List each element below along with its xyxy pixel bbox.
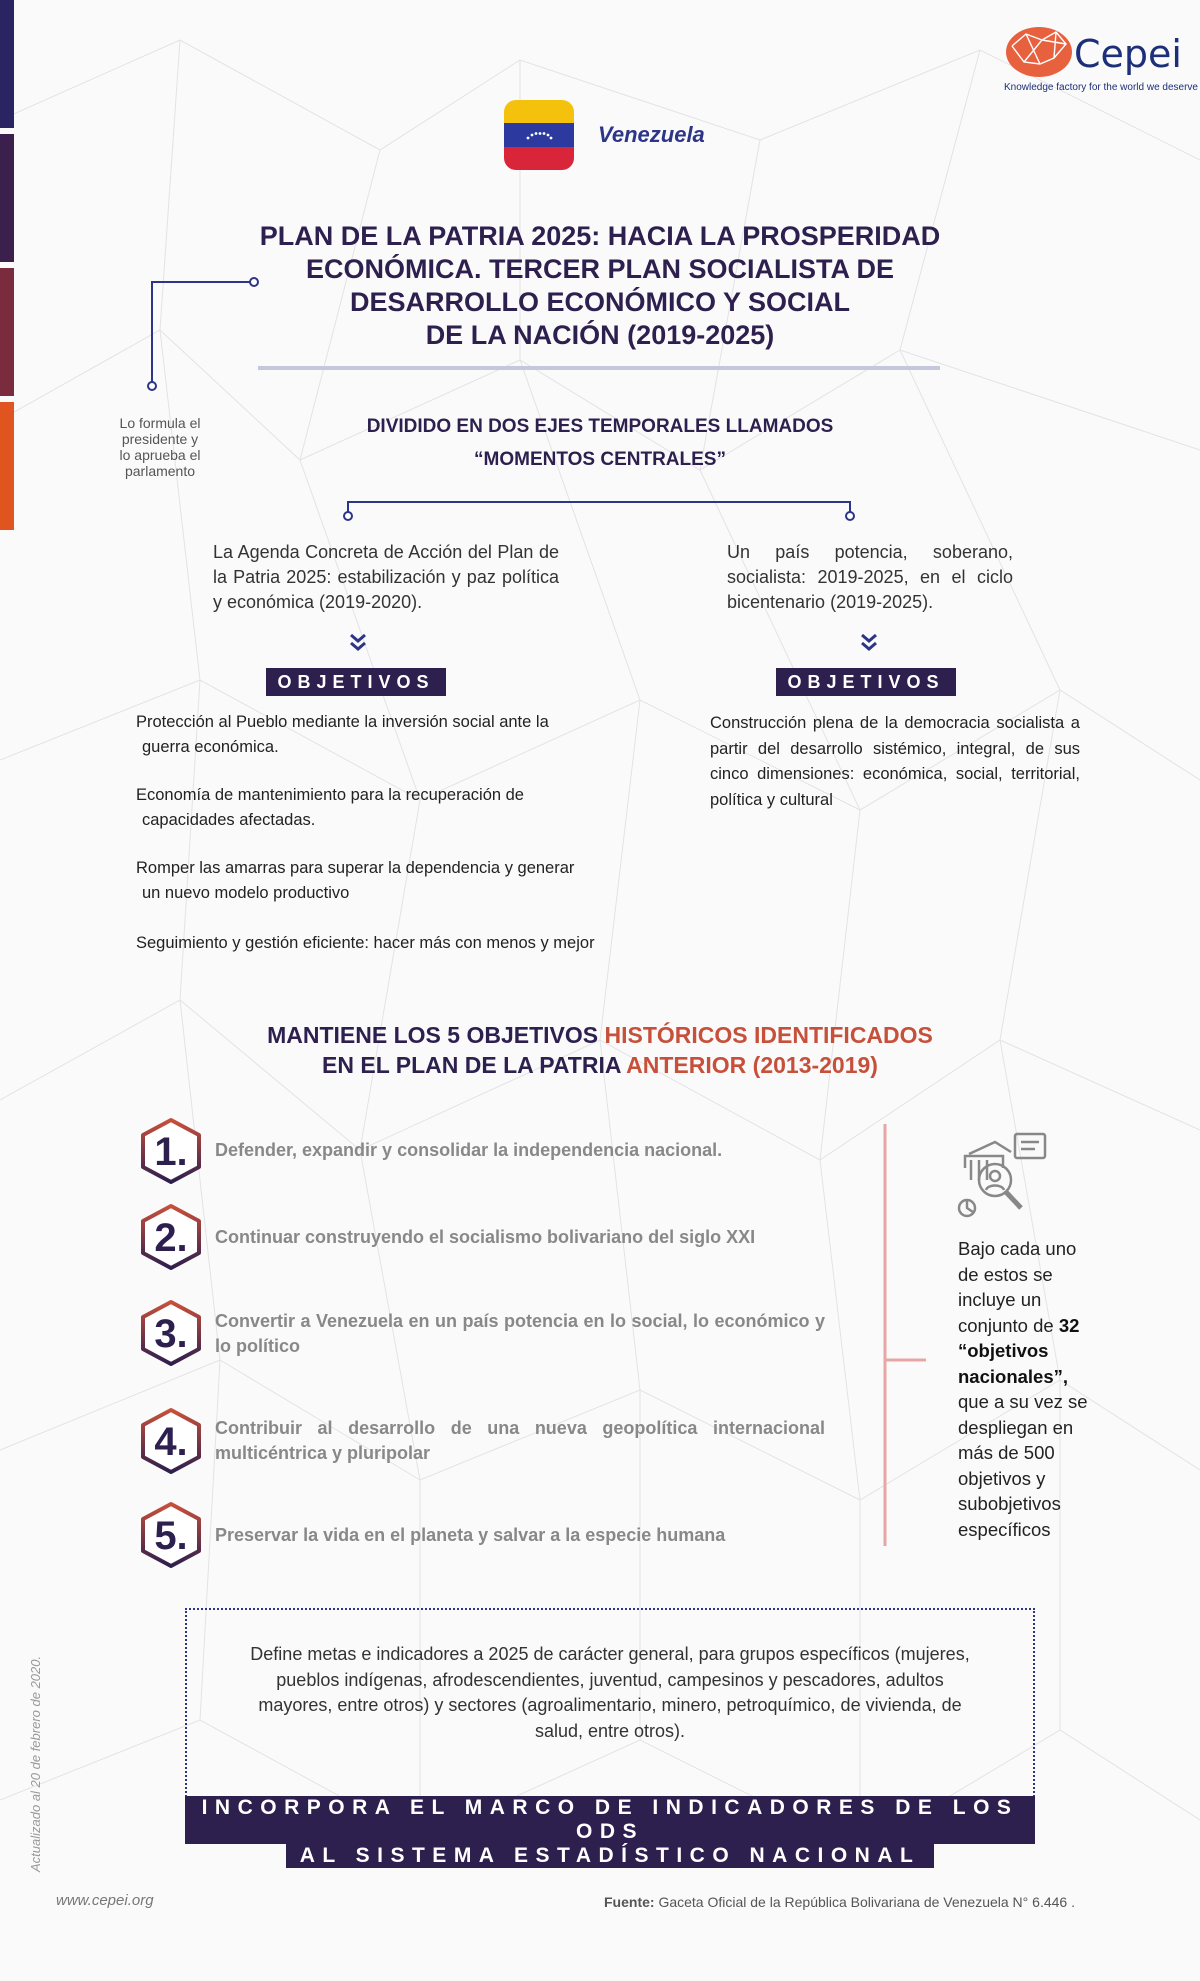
list-item: Romper las amarras para superar la dependencia y generar un nuevo modelo productivo <box>136 859 575 902</box>
objectives-badge-right: OBJETIVOS <box>776 668 956 696</box>
side-note: Lo formula el presidente y lo aprueba el parlamento <box>119 415 201 479</box>
brain-icon <box>1004 24 1074 80</box>
objectives-badge-left: OBJETIVOS <box>266 668 446 696</box>
page-title: PLAN DE LA PATRIA 2025: HACIA LA PROSPERIDAD ECONÓMICA. TERCER PLAN SOCIALISTA DE DESARROLLO ECONÓMICO Y SOCIAL DE LA NACIÓN (2019-2025) <box>259 221 941 350</box>
historic-item <box>138 1500 838 1572</box>
footer-website-link[interactable]: www.cepei.org <box>56 1892 154 1909</box>
targets-indicators-text: Define metas e indicadores a 2025 de carácter general, para grupos específicos (mujeres, pueblos indígenas, afrodescendientes, juventud, campesinos y pescadores, adultos mayores, entre otros) y sectores (agroalimentario, minero, petroquímico, de vivienda, de salud, entre otros). <box>250 1644 970 1741</box>
updated-date-note: Actualizado al 20 de febrero de 2020. <box>28 1655 43 1872</box>
historic-text: Preservar la vida en el planeta y salvar a la especie humana <box>215 1525 726 1545</box>
country-name: Venezuela <box>598 122 705 147</box>
cepei-logo[interactable] <box>1004 22 1198 98</box>
ods-banner: INCORPORA EL MARCO DE INDICADORES DE LOS ODS AL SISTEMA ESTADÍSTICO NACIONAL <box>185 1794 1035 1868</box>
chevron-down-icon <box>349 633 367 653</box>
historic-item <box>138 1406 838 1478</box>
color-bar-3 <box>0 268 14 396</box>
color-bar-4 <box>0 402 14 530</box>
historic-number: 2. <box>154 1216 188 1260</box>
right-moment-text: Un país potencia, soberano, socialista: 2019-2025, en el ciclo bicentenario (2019-2025). <box>727 542 1013 612</box>
list-item: Economía de mantenimiento para la recuperación de capacidades afectadas. <box>136 786 524 829</box>
side-note-connector <box>140 270 270 400</box>
divided-heading: DIVIDIDO EN DOS EJES TEMPORALES LLAMADOS “MOMENTOS CENTRALES” <box>366 416 834 470</box>
footer-source: Fuente: Gaceta Oficial de la República Bolivariana de Venezuela N° 6.446 . <box>604 1894 1075 1910</box>
analytics-search-icon <box>955 1130 1051 1226</box>
national-objectives-note: Bajo cada uno de estos se incluye un conjunto de 32 “objetivos nacionales”, que a su vez se despliegan en más de 500 objetivos y subobjetivos específicos <box>958 1238 1088 1540</box>
historic-text: Contribuir al desarrollo de una nueva geopolítica internacional multicéntrica y pluripolar <box>215 1418 825 1463</box>
logo-wordmark: Cepei <box>1074 32 1182 76</box>
historic-number: 5. <box>154 1514 188 1558</box>
color-bar-1 <box>0 0 14 128</box>
historic-objectives-heading: MANTIENE LOS 5 OBJETIVOS HISTÓRICOS IDENTIFICADOS EN EL PLAN DE LA PATRIA ANTERIOR (2013-2019) <box>267 1022 933 1078</box>
historic-item <box>138 1298 838 1370</box>
list-item: Seguimiento y gestión eficiente: hacer más con menos y mejor <box>136 934 595 952</box>
right-objective-text: Construcción plena de la democracia socialista a partir del desarrollo sistémico, integral, de sus cinco dimensiones: económica, social, territorial, política y cultural <box>710 714 1080 809</box>
historic-item <box>138 1202 838 1274</box>
left-moment-text: La Agenda Concreta de Acción del Plan de la Patria 2025: estabilización y paz política y económica (2019-2020). <box>213 542 559 612</box>
bracket-connector <box>880 1120 930 1550</box>
color-bar-2 <box>0 134 14 262</box>
branch-connector <box>340 494 860 524</box>
list-item: Protección al Pueblo mediante la inversión social ante la guerra económica. <box>136 713 549 756</box>
historic-number: 4. <box>154 1420 188 1464</box>
historic-text: Convertir a Venezuela en un país potencia en lo social, lo económico y lo político <box>215 1311 825 1356</box>
chevron-down-icon <box>860 633 878 653</box>
title-divider <box>258 366 940 370</box>
historic-text: Continuar construyendo el socialismo bolivariano del siglo XXI <box>215 1227 756 1247</box>
historic-number: 1. <box>154 1130 188 1174</box>
venezuela-flag-icon <box>504 100 574 170</box>
historic-number: 3. <box>154 1312 188 1356</box>
historic-item <box>138 1116 838 1188</box>
historic-text: Defender, expandir y consolidar la independencia nacional. <box>215 1140 723 1160</box>
logo-tagline: Knowledge factory for the world we deserve <box>1004 82 1198 93</box>
